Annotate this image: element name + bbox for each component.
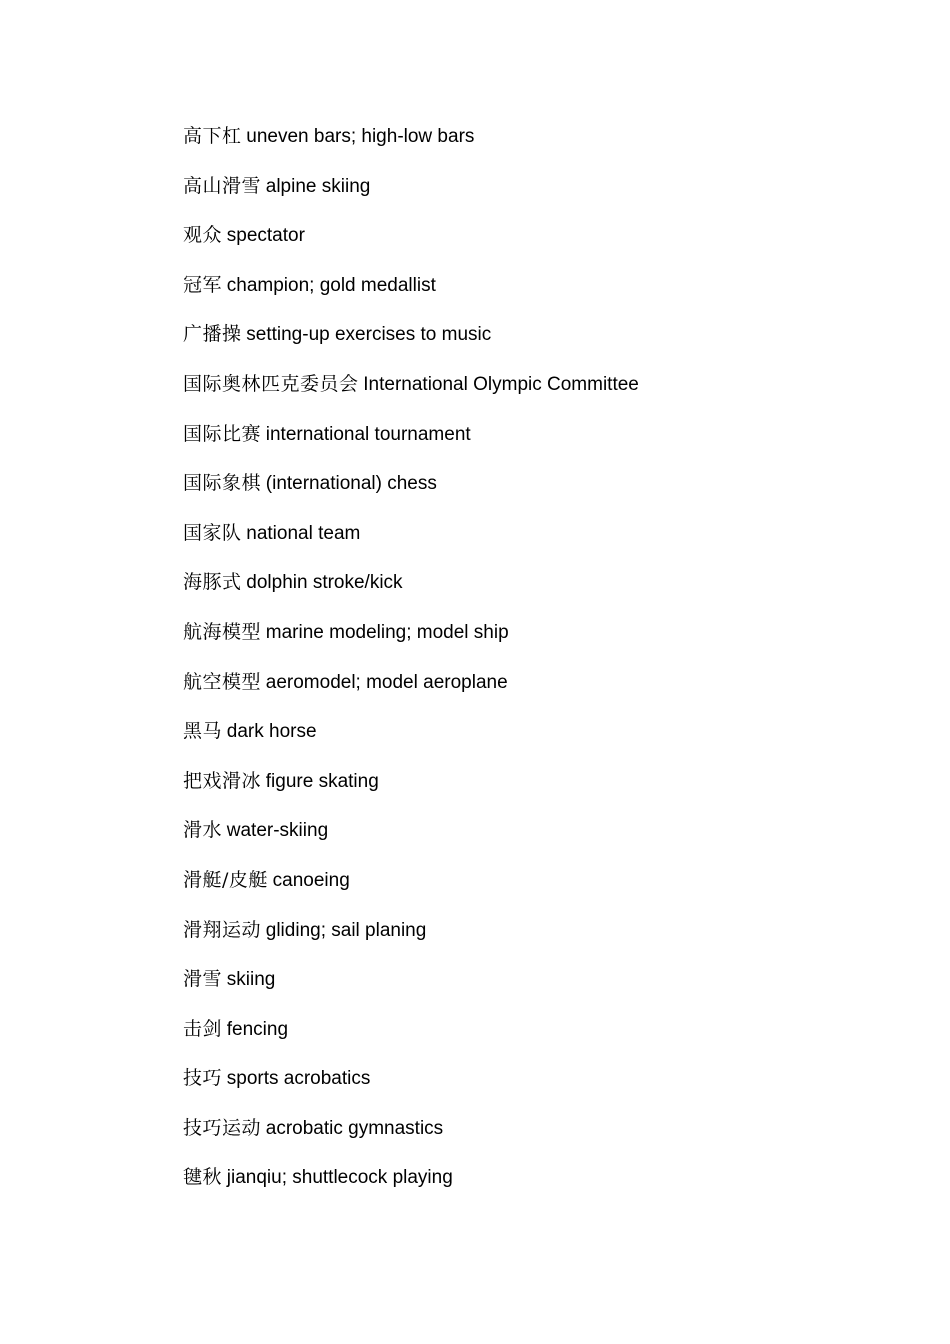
chinese-term: 黑马 bbox=[183, 720, 223, 743]
chinese-term: 航海模型 bbox=[183, 620, 262, 643]
chinese-term: 把戏滑冰 bbox=[183, 769, 262, 792]
glossary-entry bbox=[183, 171, 639, 221]
glossary-entry bbox=[183, 1113, 639, 1163]
glossary-entry bbox=[183, 1063, 639, 1113]
english-term: water-skiing bbox=[226, 820, 329, 842]
english-term: aeromodel; model aeroplane bbox=[265, 671, 508, 693]
chinese-term: 滑翔运动 bbox=[183, 918, 262, 941]
english-term: setting-up exercises to music bbox=[246, 324, 492, 346]
glossary-entry bbox=[183, 964, 639, 1014]
glossary-entry bbox=[183, 121, 639, 171]
chinese-term: 高下杠 bbox=[183, 125, 242, 147]
english-term: acrobatic gymnastics bbox=[265, 1117, 444, 1139]
english-term: national team bbox=[246, 522, 361, 544]
english-term: canoeing bbox=[272, 869, 350, 891]
glossary-entry bbox=[183, 419, 639, 469]
chinese-term: 海豚式 bbox=[183, 571, 242, 594]
english-term: jianqiu; shuttlecock playing bbox=[226, 1167, 453, 1189]
chinese-term: 航空模型 bbox=[183, 670, 262, 693]
english-term: fencing bbox=[226, 1018, 289, 1040]
english-term: gliding; sail planing bbox=[265, 919, 427, 941]
english-term: skiing bbox=[226, 969, 276, 991]
english-term: International Olympic Committee bbox=[363, 373, 639, 395]
glossary-entry bbox=[183, 617, 639, 667]
glossary-entry bbox=[183, 865, 639, 915]
glossary-entry bbox=[183, 369, 639, 419]
chinese-term: 毽秋 bbox=[183, 1166, 223, 1189]
glossary-entry bbox=[183, 716, 639, 766]
english-term: dolphin stroke/kick bbox=[246, 572, 403, 594]
english-term: (international) chess bbox=[265, 473, 437, 495]
glossary-entry bbox=[183, 1162, 639, 1212]
chinese-term: 击剑 bbox=[183, 1017, 223, 1040]
chinese-term: 广播操 bbox=[183, 323, 242, 346]
chinese-term: 冠军 bbox=[183, 273, 223, 296]
chinese-term: 观众 bbox=[183, 224, 223, 247]
english-term: figure skating bbox=[265, 770, 379, 792]
chinese-term: 技巧 bbox=[183, 1067, 223, 1090]
glossary-entry bbox=[183, 319, 639, 369]
english-term: uneven bars; high-low bars bbox=[246, 126, 475, 147]
english-term: dark horse bbox=[226, 721, 317, 743]
chinese-term: 国际比赛 bbox=[183, 422, 262, 445]
glossary-entry bbox=[183, 915, 639, 965]
glossary-entry bbox=[183, 1014, 639, 1064]
chinese-term: 国际象棋 bbox=[183, 472, 262, 495]
chinese-term: 技巧运动 bbox=[183, 1116, 262, 1139]
glossary-entry bbox=[183, 667, 639, 717]
chinese-term: 国际奥林匹克委员会 bbox=[183, 372, 359, 395]
glossary-entry bbox=[183, 766, 639, 816]
chinese-term: 滑艇/皮艇 bbox=[183, 868, 268, 891]
glossary-entry bbox=[183, 220, 639, 270]
chinese-term: 滑雪 bbox=[183, 968, 223, 991]
english-term: marine modeling; model ship bbox=[265, 621, 509, 643]
english-term: sports acrobatics bbox=[226, 1068, 371, 1090]
glossary-entry bbox=[183, 518, 639, 568]
glossary-entry bbox=[183, 815, 639, 865]
chinese-term: 滑水 bbox=[183, 819, 223, 842]
english-term: alpine skiing bbox=[265, 175, 371, 197]
glossary-entry bbox=[183, 567, 639, 617]
chinese-term: 高山滑雪 bbox=[183, 174, 262, 197]
english-term: international tournament bbox=[265, 423, 471, 445]
english-term: spectator bbox=[226, 225, 305, 247]
glossary-list bbox=[183, 121, 639, 1212]
english-term: champion; gold medallist bbox=[226, 274, 436, 296]
glossary-entry bbox=[183, 468, 639, 518]
glossary-entry bbox=[183, 270, 639, 320]
chinese-term: 国家队 bbox=[183, 521, 242, 544]
